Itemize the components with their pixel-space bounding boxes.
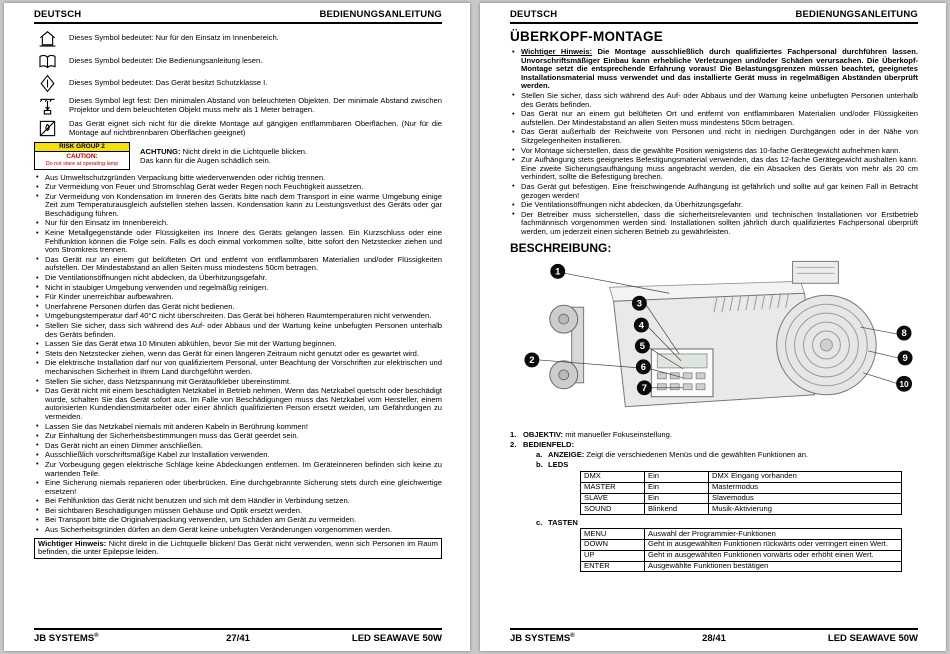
bullet-text: Lassen Sie das Netzkabel niemals mit anderen Kabeln in Berührung kommen! bbox=[45, 421, 308, 431]
montage-bullet bbox=[510, 156, 918, 182]
callout-9 bbox=[898, 351, 913, 366]
safety-bullet bbox=[34, 461, 442, 478]
callout-10 bbox=[896, 376, 912, 392]
warning-lead: Wichtiger Hinweis: bbox=[521, 47, 593, 56]
bullet-text: Für Kinder unerreichbar aufbewahren. bbox=[45, 292, 174, 302]
bullet-text: Lassen Sie das Gerät etwa 10 Minuten abkühlen, bevor Sie mit der Wartung beginnen. bbox=[45, 339, 337, 349]
read-manual-icon bbox=[34, 52, 60, 71]
bullet-text: Der Betreiber muss sicherstellen, dass die sicherheitsrelevanten und technischen Installationen vor Erstbetrieb fachmännisch vorgenommen werden sind. Installationen sollten jährlich durch qualifiziertes Fachpersonal überprüft werden, um jederzeit einen sicheren Betrieb zu gewährleisten. bbox=[521, 209, 918, 236]
bullet-text: Eine Sicherung niemals reparieren oder überbrücken. Eine durchgebrannte Sicherung stets durch eine gleichwertige ersetzen! bbox=[45, 478, 442, 496]
protection-class-icon bbox=[34, 74, 60, 93]
led-state-cell: Blinkend bbox=[645, 504, 709, 515]
safety-bullet bbox=[34, 526, 442, 535]
page-header bbox=[510, 9, 918, 24]
button-name-cell: ENTER bbox=[581, 562, 645, 573]
button-name-cell: DOWN bbox=[581, 540, 645, 551]
footer-product: LED SEAWAVE 50W bbox=[827, 632, 918, 644]
header-title: BEDIENUNGSANLEITUNG bbox=[795, 9, 918, 20]
bullet-text: Stellen Sie sicher, dass sich während des Auf- oder Abbaus und der Wartung keine unbefugten Personen unterhalb des Geräts befinden. bbox=[521, 90, 918, 109]
mounting-bracket bbox=[550, 306, 584, 390]
bullet-text: Die elektrische Installation darf nur von qualifiziertem Personal, unter Beachtung der Vorschriften zur elektrischen und mechanischen Sicherheit in Ihrem Land durchgeführt werden. bbox=[45, 358, 442, 376]
bullet-text: Zur Vermeidung von Kondensation im Inneren des Geräts bitte nach dem Transport in eine warme Umgebung einige Zeit zum Temperaturausgleich aufstellen stehen lassen. Kondensation kann zu Leistungsverlust des Geräts oder gar Beschädigung führen. bbox=[45, 191, 442, 218]
symbol-text: Dieses Symbol legt fest: Den minimalen Abstand von beleuchteten Objekten. Der minimale Abstand zwischen Projektor und dem beleuchteten Objekt muss mehr als 1 Meter betragen. bbox=[69, 96, 442, 114]
safety-bullet bbox=[34, 350, 442, 359]
led-state-cell: Ein bbox=[645, 494, 709, 505]
montage-bullet bbox=[510, 92, 918, 109]
bullet-text: Ausschließlich vorschriftsmäßige Kabel zur Installation verwenden. bbox=[45, 450, 270, 460]
svg-text:4: 4 bbox=[638, 320, 644, 332]
safety-bullet bbox=[34, 183, 442, 192]
footer-page-number: 28/41 bbox=[702, 632, 726, 644]
description-sub-tasten: c. TASTEN bbox=[536, 517, 578, 527]
callout-5 bbox=[635, 339, 650, 354]
risk-group-row bbox=[34, 142, 442, 170]
device-diagram bbox=[510, 257, 918, 429]
button-table-row bbox=[581, 540, 902, 551]
page-28 bbox=[480, 3, 946, 651]
bullet-text: Stets den Netzstecker ziehen, wenn das Gerät für einen längeren Zeitraum nicht genutzt oder es gewartet wird. bbox=[45, 348, 419, 358]
bullet-text: Umgebungstemperatur darf 40°C nicht überschreiten. Das Gerät bei höheren Raumtemperaturen nicht verwenden. bbox=[45, 311, 432, 321]
bullet-text: Das Gerät außerhalb der Reichweite von Personen und nicht in niedrigen Durchgängen oder in der Nähe von Sitzgelegenheiten installieren. bbox=[521, 127, 918, 145]
safety-bullet bbox=[34, 229, 442, 255]
risk-caution: CAUTION: bbox=[66, 153, 98, 160]
top-unit bbox=[793, 262, 839, 284]
callout-7 bbox=[637, 381, 652, 396]
bullet-text: Nur für den Einsatz im Innenbereich. bbox=[45, 218, 169, 228]
description-item-bedienfeld: 2. BEDIENFELD: bbox=[510, 440, 575, 450]
led-meaning-cell: Musik-Aktivierung bbox=[709, 504, 902, 515]
led-meaning-cell: DMX Eingang vorhanden bbox=[709, 472, 902, 483]
montage-bullet bbox=[510, 110, 918, 127]
svg-text:10: 10 bbox=[899, 379, 909, 390]
symbol-row-distance bbox=[34, 97, 442, 116]
bullet-text: Das Gerät nicht mit einem beschädigten Netzkabel in Betrieb nehmen. Wenn das Netzkabel quetscht oder beschädigt wurde, schalten Sie das Gerät sofort aus. Im Falle von Beschädigungen muss das Netzkabel vom Hersteller, einem autorisierten Kundendienstmitarbeiter oder einer ähnlich qualifizierten Person ersetzt werden, um Gefährdungen zu vermeiden. bbox=[45, 386, 442, 421]
description-item-objektiv: 1. OBJEKTIV: mit manueller Fokuseinstellung. bbox=[510, 430, 672, 440]
bullet-text: Zur Vermeidung von Feuer und Stromschlag Gerät weder Regen noch Feuchtigkeit aussetzen. bbox=[45, 182, 364, 192]
safety-bullet bbox=[34, 274, 442, 283]
led-name-cell: DMX bbox=[581, 472, 645, 483]
led-table-row bbox=[581, 483, 902, 494]
svg-text:3: 3 bbox=[636, 298, 642, 310]
safety-bullet-list bbox=[34, 174, 442, 535]
safety-bullet bbox=[34, 479, 442, 496]
safety-bullet bbox=[34, 387, 442, 421]
page-footer bbox=[34, 628, 442, 644]
button-function-cell: Ausgewählte Funktionen bestätigen bbox=[645, 562, 902, 573]
symbol-row-surface bbox=[34, 119, 442, 138]
achtung-text2: Das kann für die Augen schädlich sein. bbox=[140, 155, 271, 165]
risk-group-label bbox=[34, 142, 130, 170]
bullet-text: Keine Metallgegenstände oder Flüssigkeiten ins Innere des Geräts gelangen lassen. Ein Kurzschluss oder eine Fehlfunktion können die Folge sein. Falls es doch einmal vorkommen sollte, bitte sofort den Netzstecker ziehen und vom Stromkreis trennen. bbox=[45, 228, 442, 255]
item-label: TASTEN bbox=[548, 517, 578, 527]
description-sub-anzeige: a. ANZEIGE: Zeigt die verschiedenen Menüs und die gewählten Funktionen an. bbox=[536, 450, 809, 460]
safety-bullet bbox=[34, 497, 442, 506]
display-screen bbox=[657, 354, 707, 368]
symbol-row-class1 bbox=[34, 74, 442, 93]
bullet-text: Das Gerät nur an einem gut belüfteten Ort und entfernt von entflammbaren Materialien und/oder Flüssigkeiten aufstellen. Der Mindestabstand an allen Seiten muss mindestens 50cm betragen. bbox=[45, 254, 442, 273]
montage-bullet bbox=[510, 183, 918, 200]
bullet-text: Bei sichtbaren Beschädigungen müssen Gehäuse und Optik ersetzt werden. bbox=[45, 505, 303, 515]
safety-bullet bbox=[34, 442, 442, 451]
header-title: BEDIENUNGSANLEITUNG bbox=[319, 9, 442, 20]
button-table bbox=[580, 528, 902, 572]
symbol-text: Dieses Symbol bedeutet: Die Bedienungsanleitung lesen. bbox=[69, 55, 263, 65]
svg-text:7: 7 bbox=[641, 383, 647, 395]
bullet-text: Das Gerät gut befestigen. Eine freischwingende Aufhängung ist gefährlich und sollte auf gar keinen Fall in Betracht gezogen werden! bbox=[521, 181, 918, 200]
safety-bullet bbox=[34, 284, 442, 293]
safety-bullet bbox=[34, 507, 442, 516]
section-title-beschreibung: BESCHREIBUNG: bbox=[510, 241, 612, 256]
svg-text:9: 9 bbox=[902, 353, 908, 365]
svg-text:1: 1 bbox=[555, 267, 561, 279]
bullet-text: Vor Montage sicherstellen, dass die gewählte Position wenigstens das 10-fache Gerätegewicht aufnehmen kann. bbox=[521, 145, 901, 155]
bullet-text: Unerfahrene Personen dürfen das Gerät nicht bedienen. bbox=[45, 301, 235, 311]
button-function-cell: Geht in ausgewählten Funktionen rückwärts oder verringert einen Wert. bbox=[645, 540, 902, 551]
achtung-text: Nicht direkt in die Lichtquelle blicken. bbox=[180, 146, 308, 156]
button-table-row bbox=[581, 529, 902, 540]
safety-bullet bbox=[34, 293, 442, 302]
bullet-text: Die Ventilationsöffnungen nicht abdecken, da Überhitzungsgefahr. bbox=[521, 200, 743, 210]
safety-bullet bbox=[34, 256, 442, 273]
montage-bullet-list-top bbox=[510, 48, 918, 91]
item-label: BEDIENFELD: bbox=[523, 440, 575, 450]
bullet-text: Bei Transport bitte die Originalverpackung verwenden, um Schäden am Gerät zu vermeiden. bbox=[45, 515, 357, 525]
montage-bullet bbox=[510, 211, 918, 237]
non-flammable-surface-icon bbox=[34, 119, 60, 138]
led-table-row bbox=[581, 494, 902, 505]
bullet-text: Aus Sicherheitsgründen dürfen an dem Gerät keine unbefugten Veränderungen vorgenommen werden. bbox=[45, 525, 393, 535]
button-name-cell: MENU bbox=[581, 529, 645, 540]
button-function-cell: Auswahl der Programmier-Funktionen bbox=[645, 529, 902, 540]
warning-bullet bbox=[510, 48, 918, 91]
achtung-note bbox=[140, 147, 307, 165]
bullet-text: Das Gerät nicht an einen Dimmer anschließen. bbox=[45, 440, 203, 450]
safety-bullet bbox=[34, 359, 442, 376]
button-table-row bbox=[581, 551, 902, 562]
bullet-text: Das Gerät nur an einem gut belüfteten Ort und entfernt von entflammbaren Materialien und/oder Flüssigkeiten aufstellen. Der Mindestabstand an allen Seiten muss mindestens 50cm betragen. bbox=[521, 109, 918, 127]
led-meaning-cell: Mastermodus bbox=[709, 483, 902, 494]
callout-2 bbox=[524, 353, 539, 368]
montage-bullet bbox=[510, 147, 918, 156]
safety-bullet bbox=[34, 432, 442, 441]
page-27 bbox=[4, 3, 470, 651]
symbol-text: Das Gerät eignet sich nicht für die direkte Montage auf gängigen entflammbaren Oberflächen. (Nur für die Montage auf nichtbrennbaren Oberflächen geeignet) bbox=[69, 118, 442, 137]
footer-brand: JB SYSTEMS® bbox=[34, 632, 99, 644]
led-meaning-cell: Slavemodus bbox=[709, 494, 902, 505]
lens-assembly bbox=[777, 296, 877, 396]
symbol-section bbox=[34, 29, 442, 170]
bullet-text: Zur Vorbeugung gegen elektrische Schläge keine Abdeckungen entfernen. Im Geräteinneren befinden sich keine zu wartenden Teile. bbox=[45, 459, 442, 478]
safety-bullet bbox=[34, 303, 442, 312]
symbol-text: Dieses Symbol bedeutet: Das Gerät besitzt Schutzklasse I. bbox=[69, 78, 268, 88]
header-language: DEUTSCH bbox=[510, 9, 558, 20]
bullet-text: Die Ventilationsöffnungen nicht abdecken, da Überhitzungsgefahr. bbox=[45, 273, 267, 283]
item-label: LEDS bbox=[548, 460, 569, 470]
registered-mark: ® bbox=[570, 632, 575, 639]
bullet-text: Zur Aufhängung stets geeignetes Befestigungsmaterial verwenden, das das 12-fache Gerätegewicht aushalten kann. Eine zweite Sicherungsaufhängung muss angebracht werden, die ein Absacken des Geräts von mehr als 20 cm verhindert, sollte die Befestigung brechen. bbox=[521, 155, 918, 182]
bullet-text: Bei Fehlfunktion das Gerät nicht benutzen und sich mit dem Händler in Verbindung setzen. bbox=[45, 496, 350, 506]
callout-6 bbox=[636, 360, 651, 375]
risk-group-title: RISK GROUP 2 bbox=[35, 143, 129, 152]
bullet-text: Stellen Sie sicher, dass Netzspannung mit Gerätaufkleber übereinstimmt. bbox=[45, 376, 292, 386]
led-table-row bbox=[581, 504, 902, 515]
led-state-cell: Ein bbox=[645, 483, 709, 494]
callout-1 bbox=[550, 264, 565, 279]
warning-text: Die Montage ausschließlich durch qualifiziertes Fachpersonal durchführen lassen. Unvorschriftsmäßiger Einbau kann erhebliche Verletzungen und/oder Schäden verursachen. Die Überkopf-Montage setzt die entsprechende Erfahrung voraus! Die Belastungsgrenzen müssen beachtet, geeignetes Installationsmaterial muss verwendet und das installierte Gerät muss in regelmäßigen Abständen überprüft werden. bbox=[521, 47, 918, 91]
safety-bullet bbox=[34, 423, 442, 432]
symbol-text: Dieses Symbol bedeutet: Nur für den Einsatz im Innenbereich. bbox=[69, 33, 279, 43]
section-title-montage: ÜBERKOPF-MONTAGE bbox=[510, 29, 664, 44]
symbol-row-indoor bbox=[34, 29, 442, 48]
item-text: mit manueller Fokuseinstellung. bbox=[563, 430, 672, 440]
safety-bullet bbox=[34, 219, 442, 228]
safety-bullet bbox=[34, 312, 442, 321]
safety-bullet bbox=[34, 174, 442, 183]
safety-bullet bbox=[34, 322, 442, 339]
item-text: Zeigt die verschiedenen Menüs und die gewählten Funktionen an. bbox=[584, 450, 809, 460]
safety-bullet bbox=[34, 193, 442, 219]
bullet-text: Zur Einhaltung der Sicherheitsbestimmungen muss das Gerät geerdet sein. bbox=[45, 431, 299, 441]
led-table-row bbox=[581, 472, 902, 483]
footer-product: LED SEAWAVE 50W bbox=[351, 632, 442, 644]
button-name-cell: UP bbox=[581, 551, 645, 562]
page-footer bbox=[510, 628, 918, 644]
led-name-cell: SOUND bbox=[581, 504, 645, 515]
button-function-cell: Geht in ausgewählten Funktionen vorwärts oder erhöht einen Wert. bbox=[645, 551, 902, 562]
svg-text:8: 8 bbox=[901, 328, 907, 340]
item-label: ANZEIGE: bbox=[548, 450, 585, 460]
led-state-cell: Ein bbox=[645, 472, 709, 483]
safety-bullet bbox=[34, 451, 442, 460]
note-lead: Wichtiger Hinweis: bbox=[38, 538, 107, 548]
safety-bullet bbox=[34, 516, 442, 525]
important-note-box bbox=[34, 538, 442, 560]
symbol-row-manual bbox=[34, 52, 442, 71]
montage-bullet bbox=[510, 128, 918, 145]
footer-page-number: 27/41 bbox=[226, 632, 250, 644]
header-language: DEUTSCH bbox=[34, 9, 82, 20]
bullet-text: Nicht in staubiger Umgebung verwenden und regelmäßig reinigen. bbox=[45, 282, 269, 292]
safety-bullet bbox=[34, 378, 442, 387]
page-header bbox=[34, 9, 442, 24]
note-text: Nicht direkt in die Lichtquelle blicken! Das Gerät nicht verwenden, wenn sich Personen im Raum befinden, die unter Epilepsie leiden. bbox=[38, 538, 438, 557]
bullet-text: Aus Umweltschutzgründen Verpackung bitte wiederverwenden oder richtig trennen. bbox=[45, 172, 326, 182]
svg-text:5: 5 bbox=[639, 341, 645, 353]
led-name-cell: SLAVE bbox=[581, 494, 645, 505]
led-table bbox=[580, 471, 902, 515]
risk-caution-text: Do not stare at operating lamp bbox=[45, 160, 119, 167]
svg-text:6: 6 bbox=[640, 362, 646, 374]
bullet-text: Stellen Sie sicher, dass sich während des Auf- oder Abbaus und der Wartung keine unbefugten Personen unterhalb des Geräts befinden. bbox=[45, 321, 442, 339]
item-label: OBJEKTIV: bbox=[523, 430, 564, 440]
callout-4 bbox=[634, 318, 649, 333]
achtung-lead: ACHTUNG: bbox=[140, 146, 181, 156]
montage-bullet-list bbox=[510, 92, 918, 237]
control-panel bbox=[651, 349, 713, 397]
callout-3 bbox=[632, 296, 647, 311]
footer-brand: JB SYSTEMS® bbox=[510, 632, 575, 644]
button-table-row bbox=[581, 562, 902, 573]
indoor-use-icon bbox=[34, 29, 60, 48]
led-name-cell: MASTER bbox=[581, 483, 645, 494]
montage-bullet bbox=[510, 201, 918, 210]
svg-text:2: 2 bbox=[529, 355, 535, 367]
min-distance-icon bbox=[34, 97, 60, 116]
registered-mark: ® bbox=[94, 632, 99, 639]
callout-8 bbox=[897, 326, 912, 341]
safety-bullet bbox=[34, 340, 442, 349]
description-sub-leds: b. LEDS bbox=[536, 460, 569, 470]
